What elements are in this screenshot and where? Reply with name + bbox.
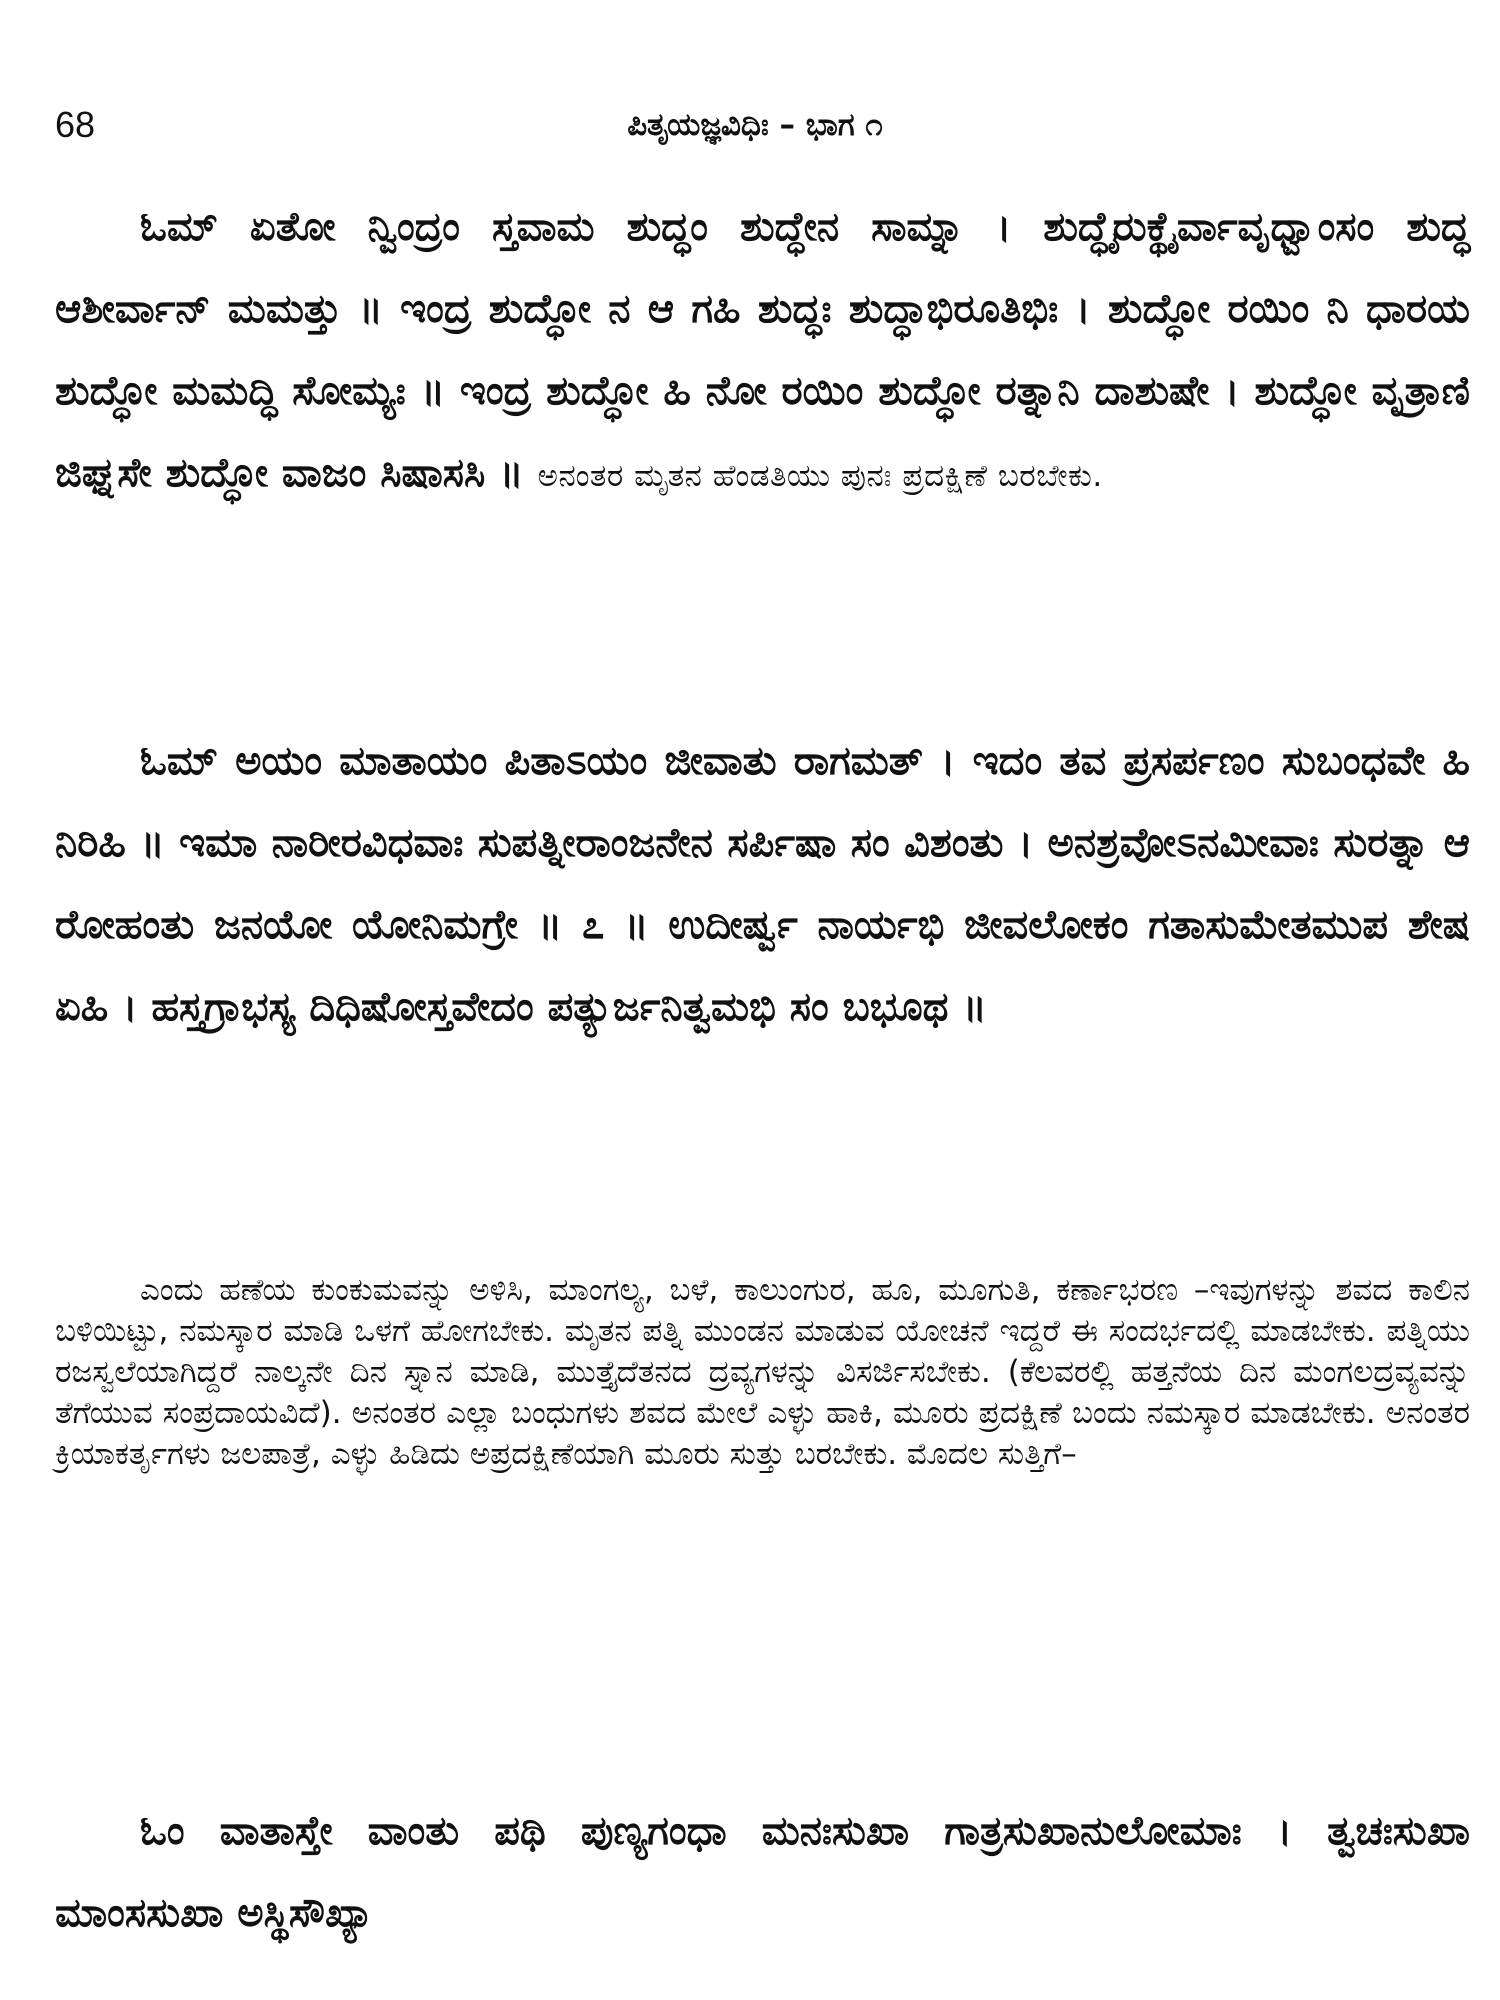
mantra-block-1 xyxy=(55,186,1470,517)
instruction-paragraph: ಎಂದು ಹಣೆಯ ಕುಂಕುಮವನ್ನು ಅಳಿಸಿ, ಮಾಂಗಲ್ಯ, ಬಳೆ, ಕಾಲುಂಗುರ, ಹೂ, ಮೂಗುತಿ, ಕರ್ಣಾಭರಣ –ಇವುಗಳನ್ನು ಶವದ ಕಾಲಿನ ಬಳಿಯಿಟ್ಟು, ನಮಸ್ಕಾರ ಮಾಡಿ ಒಳಗೆ ಹೋಗಬೇಕು. ಮೃತನ ಪತ್ನಿ ಮುಂಡನ ಮಾಡುವ ಯೋಚನೆ ಇದ್ದರೆ ಈ ಸಂದರ್ಭದಲ್ಲಿ ಮಾಡಬೇಕು. ಪತ್ನಿಯು ರಜಸ್ವಲೆಯಾಗಿದ್ದರೆ ನಾಲ್ಕನೇ ದಿನ ಸ್ನಾನ ಮಾಡಿ, ಮುತ್ತೈದೆತನದ ದ್ರವ್ಯಗಳನ್ನು ವಿಸರ್ಜಿಸಬೇಕು. (ಕೆಲವರಲ್ಲಿ ಹತ್ತನೆಯ ದಿನ ಮಂಗಲದ್ರವ್ಯವನ್ನು ತೆಗೆಯುವ ಸಂಪ್ರದಾಯವಿದೆ). ಅನಂತರ ಎಲ್ಲಾ ಬಂಧುಗಳು ಶವದ ಮೇಲೆ ಎಳ್ಳು ಹಾಕಿ, ಮೂರು ಪ್ರದಕ್ಷಿಣೆ ಬಂದು ನಮಸ್ಕಾರ ಮಾಡಬೇಕು. ಅನಂತರ ಕ್ರಿಯಾಕರ್ತೃಗಳು ಜಲಪಾತ್ರೆ, ಎಳ್ಳು ಹಿಡಿದು ಅಪ್ರದಕ್ಷಿಣೆಯಾಗಿ ಮೂರು ಸುತ್ತು ಬರಬೇಕು. ಮೊದಲ ಸುತ್ತಿಗೆ– xyxy=(55,1272,1470,1472)
running-title: ಪಿತೃಯಜ್ಞವಿಧಿಃ – ಭಾಗ ೧ xyxy=(627,107,883,143)
mantra-block-2 xyxy=(55,720,1470,1048)
mantra-text: ಓಮ್ ಏತೋ ನ್ವಿಂದ್ರಂ ಸ್ತವಾಮ ಶುದ್ಧಂ ಶುದ್ಧೇನ ಸಾಮ್ನಾ । ಶುದ್ಧೈರುಕ್ಥೈರ್ವಾವೃಧ್ವಾಂಸಂ ಶುದ್ಧ ಆಶೀರ್ವಾನ್ ಮಮತ್ತು ॥ ಇಂದ್ರ ಶುದ್ಧೋ ನ ಆ ಗಹಿ ಶುದ್ಧಃ ಶುದ್ಧಾಭಿರೂತಿಭಿಃ । ಶುದ್ಧೋ ರಯಿಂ ನಿ ಧಾರಯ ಶುದ್ಧೋ ಮಮದ್ಧಿ ಸೋಮ್ಯಃ ॥ ಇಂದ್ರ ಶುದ್ಧೋ ಹಿ ನೋ ರಯಿಂ ಶುದ್ಧೋ ರತ್ನಾನಿ ದಾಶುಷೇ । ಶುದ್ಧೋ ವೃತ್ರಾಣಿ ಜಿಘ್ನಸೇ ಶುದ್ಧೋ ವಾಜಂ ಸಿಷಾಸಸಿ ॥ xyxy=(55,204,1470,496)
mantra-block-3 xyxy=(55,1790,1470,1954)
page-header xyxy=(55,100,1455,150)
mantra-text: ಓಮ್ ಅಯಂ ಮಾತಾಯಂ ಪಿತಾಽಯಂ ಜೀವಾತು ರಾಗಮತ್ । ಇದಂ ತವ ಪ್ರಸರ್ಪಣಂ ಸುಬಂಧವೇ ಹಿ ನಿರಿಹಿ ॥ ಇಮಾ ನಾರೀರವಿಧವಾಃ ಸುಪತ್ನೀರಾಂಜನೇನ ಸರ್ಪಿಷಾ ಸಂ ವಿಶಂತು । ಅನಶ್ರವೋಽನಮೀವಾಃ ಸುರತ್ನಾ ಆ ರೋಹಂತು ಜನಯೋ ಯೋನಿಮಗ್ರೇ ॥ ೭ ॥ ಉದೀರ್ಷ್ವ ನಾರ್ಯಭಿ ಜೀವಲೋಕಂ ಗತಾಸುಮೇತಮುಪ ಶೇಷ ಏಹಿ । ಹಸ್ತಗ್ರಾಭಸ್ಯ ದಿಧಿಷೋಸ್ತವೇದಂ ಪತ್ಯುರ್ಜನಿತ್ವಮಭಿ ಸಂ ಬಭೂಥ ॥ xyxy=(55,738,1470,1030)
mantra-text: ಓಂ ವಾತಾಸ್ತೇ ವಾಂತು ಪಥಿ ಪುಣ್ಯಗಂಧಾ ಮನಃಸುಖಾ ಗಾತ್ರಸುಖಾನುಲೋಮಾಃ । ತ್ವಚಃಸುಖಾ ಮಾಂಸಸುಖಾ ಅಸ್ಥಿಸೌಖ್ಯಾ xyxy=(55,1808,1470,1936)
page-number: 68 xyxy=(55,104,96,145)
instruction-note: ಅನಂತರ ಮೃತನ ಹೆಂಡತಿಯು ಪುನಃ ಪ್ರದಕ್ಷಿಣೆ ಬರಬೇಕು. xyxy=(537,458,1103,494)
